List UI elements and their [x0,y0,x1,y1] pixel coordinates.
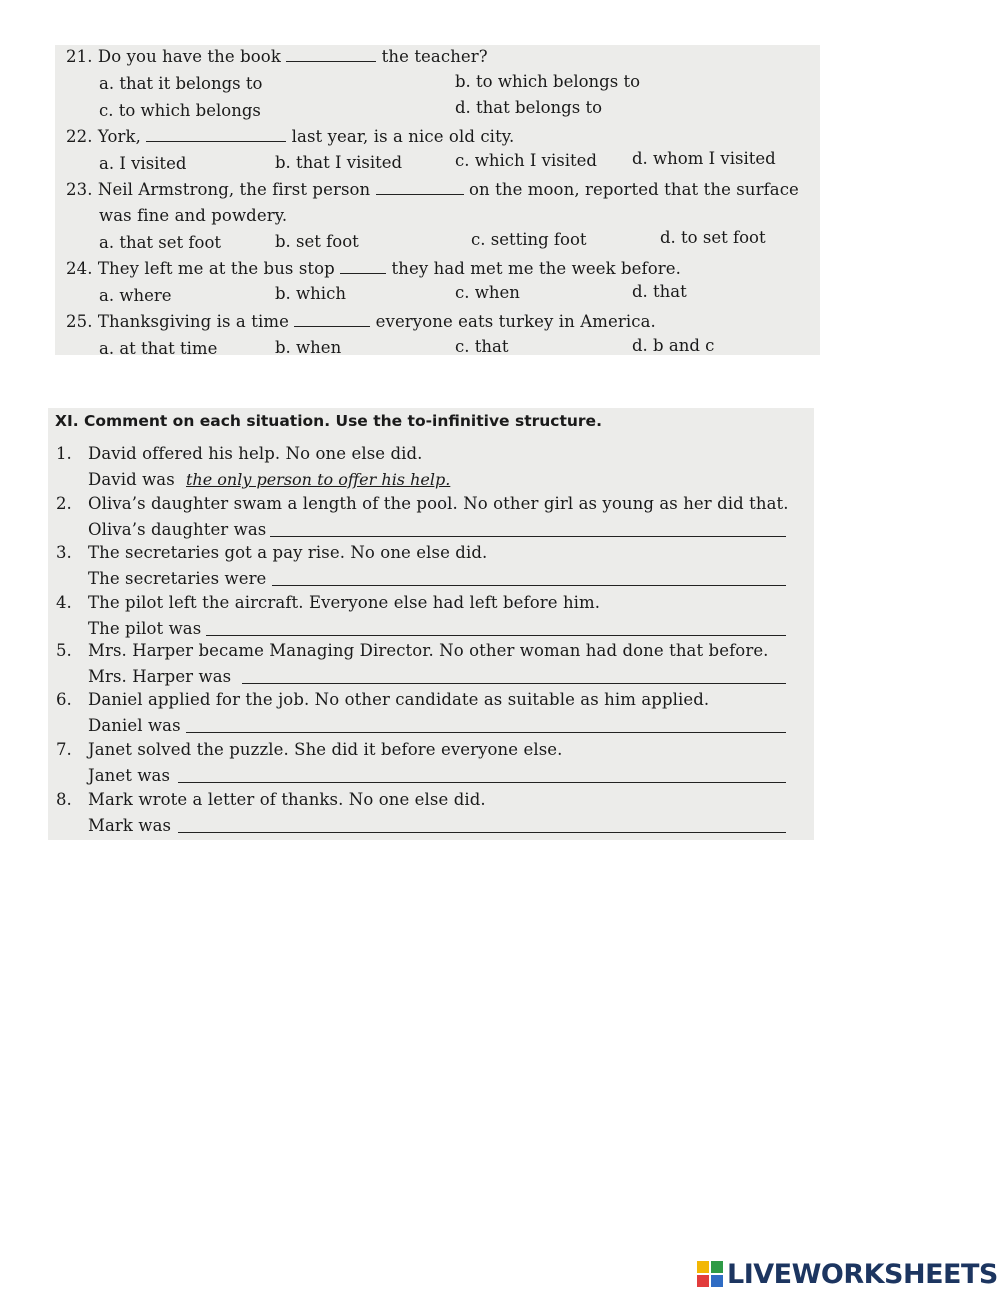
situation-7: Janet solved the puzzle. She did it before everyone else. [88,740,563,759]
prompt-8: Mark was [88,816,172,835]
option-21b[interactable]: b. to which belongs to [455,72,641,91]
option-23a[interactable]: a. that set foot [99,233,222,252]
situation-2: Oliva’s daughter swam a length of the pool. No other girl as young as her did that. [88,494,789,513]
option-22d[interactable]: d. whom I visited [632,149,776,168]
option-24b[interactable]: b. which [275,284,346,303]
situation-4: The pilot left the aircraft. Everyone else had left before him. [88,593,601,612]
prompt-1: David was [88,470,175,489]
option-24c[interactable]: c. when [455,283,520,302]
exercise-heading: XI. Comment on each situation. Use the to-infinitive structure. [55,412,602,430]
question-25: 25. Thanksgiving is a time everyone eats turkey in America. [66,312,656,331]
question-blank [146,127,286,142]
option-23d[interactable]: d. to set foot [660,228,766,247]
answer-input-8[interactable] [180,810,790,832]
answer-line [242,683,786,684]
answer-input-5[interactable] [244,661,790,683]
item-number: 3. [56,543,72,562]
liveworksheets-logo-icon [697,1261,723,1287]
item-number: 1. [56,444,72,463]
item-number: 5. [56,641,72,660]
answer-input-3[interactable] [274,563,790,585]
liveworksheets-logo[interactable] [697,1259,998,1289]
situation-6: Daniel applied for the job. No other candidate as suitable as him applied. [88,690,710,709]
option-21a[interactable]: a. that it belongs to [99,74,263,93]
situation-1: David offered his help. No one else did. [88,444,423,463]
answer-line [178,782,786,783]
prompt-6: Daniel was [88,716,181,735]
answer-input-7[interactable] [180,760,790,782]
prompt-7: Janet was [88,766,171,785]
question-23: 23. Neil Armstrong, the first person on the moon, reported that the surface [66,180,799,199]
question-21: 21. Do you have the book the teacher? [66,47,488,66]
answer-input-2[interactable] [272,514,790,536]
item-number: 2. [56,494,72,513]
situation-3: The secretaries got a pay rise. No one else did. [88,543,488,562]
option-21c[interactable]: c. to which belongs [99,101,261,120]
option-24d[interactable]: d. that [632,282,687,301]
item-number: 4. [56,593,72,612]
option-21d[interactable]: d. that belongs to [455,98,603,117]
question-blank [294,312,370,327]
option-23c[interactable]: c. setting foot [471,230,587,249]
prompt-3: The secretaries were [88,569,267,588]
prompt-5: Mrs. Harper was [88,667,232,686]
item-number: 8. [56,790,72,809]
question-23-continuation: was fine and powdery. [99,206,288,225]
item-number: 7. [56,740,72,759]
option-25c[interactable]: c. that [455,337,509,356]
item-number: 6. [56,690,72,709]
question-22: 22. York, last year, is a nice old city. [66,127,515,146]
option-24a[interactable]: a. where [99,286,172,305]
answer-input-4[interactable] [208,613,790,635]
answer-line [186,732,786,733]
question-blank [376,180,464,195]
brand-name: LIVEWORKSHEETS [727,1258,998,1290]
example-answer: the only person to offer his help. [186,470,451,489]
situation-5: Mrs. Harper became Managing Director. No other woman had done that before. [88,641,769,660]
option-23b[interactable]: b. set foot [275,232,359,251]
answer-line [178,832,786,833]
option-22b[interactable]: b. that I visited [275,153,403,172]
question-blank [286,47,376,62]
answer-line [270,536,786,537]
option-22a[interactable]: a. I visited [99,154,187,173]
prompt-4: The pilot was [88,619,202,638]
answer-line [272,585,786,586]
question-24: 24. They left me at the bus stop they had met me the week before. [66,259,681,278]
answer-line [206,635,786,636]
option-22c[interactable]: c. which I visited [455,151,597,170]
option-25b[interactable]: b. when [275,338,342,357]
answer-input-6[interactable] [188,710,790,732]
option-25a[interactable]: a. at that time [99,339,218,358]
prompt-2: Oliva’s daughter was [88,520,267,539]
option-25d[interactable]: d. b and c [632,336,715,355]
question-blank [340,259,386,274]
situation-8: Mark wrote a letter of thanks. No one else did. [88,790,486,809]
